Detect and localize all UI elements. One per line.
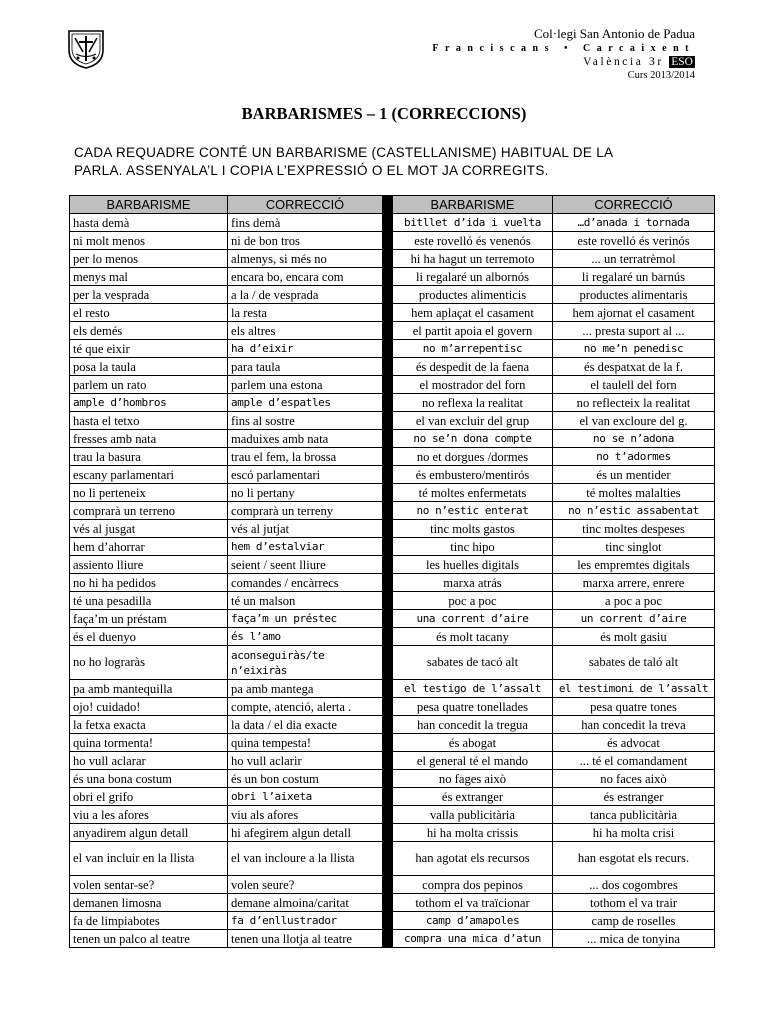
cell-correccio-left: escó parlamentari [228,466,383,484]
cell-correccio-right: és estranger [553,788,715,806]
table-row [70,556,715,574]
cell-correccio-left: obri l’aixeta [228,788,383,806]
table-row [70,788,715,806]
cell-barbarisme-right: este rovelló és venenós [393,232,553,250]
cell-barbarisme-right: han agotat els recursos [393,842,553,876]
column-divider [383,358,393,376]
column-divider [383,412,393,430]
cell-correccio-left: almenys, si més no [228,250,383,268]
cell-barbarisme-right: hi ha molta crissis [393,824,553,842]
cell-barbarisme-right: no se’n dona compte [393,430,553,448]
cell-barbarisme-left: ample d’hombros [70,394,228,412]
cell-correccio-right: el van excloure del g. [553,412,715,430]
column-divider [383,806,393,824]
cell-barbarisme-left: posa la taula [70,358,228,376]
cell-barbarisme-left: pa amb mantequilla [70,680,228,698]
cell-barbarisme-left: anyadirem algun detall [70,824,228,842]
cell-correccio-right: tanca publicitària [553,806,715,824]
cell-barbarisme-left: ho vull aclarar [70,752,228,770]
cell-barbarisme-right: li regalaré un albornós [393,268,553,286]
table-row [70,680,715,698]
table-row [70,214,715,232]
cell-barbarisme-left: parlem un rato [70,376,228,394]
cell-barbarisme-left: faça’m un préstam [70,610,228,628]
cell-barbarisme-left: viu a les afores [70,806,228,824]
column-divider [383,304,393,322]
cell-barbarisme-left: hasta el tetxo [70,412,228,430]
cell-barbarisme-left: té una pesadilla [70,592,228,610]
table-row [70,250,715,268]
cell-barbarisme-right: és extranger [393,788,553,806]
table-row [70,520,715,538]
table-row [70,824,715,842]
table-row [70,770,715,788]
cell-correccio-right: han concedit la treva [553,716,715,734]
cell-barbarisme-right: hem aplaçat el casament [393,304,553,322]
table-row [70,752,715,770]
cell-barbarisme-right: el testigo de l’assalt [393,680,553,698]
cell-barbarisme-left: menys mal [70,268,228,286]
column-divider [383,842,393,876]
cell-correccio-right: és despatxat de la f. [553,358,715,376]
cell-correccio-right: tothom el va trair [553,894,715,912]
cell-barbarisme-right: el mostrador del forn [393,376,553,394]
cell-correccio-left: demane almoina/caritat [228,894,383,912]
cell-correccio-right: …d’anada i tornada [553,214,715,232]
cell-correccio-right: hi ha molta crisi [553,824,715,842]
cell-barbarisme-right: no m’arrepentisc [393,340,553,358]
cell-barbarisme-left: els demés [70,322,228,340]
cell-correccio-right: no faces això [553,770,715,788]
cell-barbarisme-left: hasta demà [70,214,228,232]
column-divider [383,876,393,894]
column-divider [383,680,393,698]
cell-barbarisme-left: trau la basura [70,448,228,466]
column-divider [383,698,393,716]
cell-correccio-right: han esgotat els recurs. [553,842,715,876]
table-row [70,448,715,466]
cell-correccio-right: ... té el comandament [553,752,715,770]
cell-correccio-right: camp de roselles [553,912,715,930]
cell-barbarisme-right: marxa atrás [393,574,553,592]
cell-correccio-left: vés al jutjat [228,520,383,538]
cell-correccio-left: ni de bon tros [228,232,383,250]
column-divider [383,574,393,592]
cell-correccio-right: no se n’adona [553,430,715,448]
column-divider [383,466,393,484]
table-row [70,716,715,734]
header-barbarisme-left: BARBARISME [70,196,228,214]
cell-barbarisme-left: escany parlamentari [70,466,228,484]
table-row [70,268,715,286]
cell-correccio-left: és un bon costum [228,770,383,788]
cell-barbarisme-left: volen sentar-se? [70,876,228,894]
table-row [70,876,715,894]
cell-correccio-right: marxa arrere, enrere [553,574,715,592]
cell-barbarisme-left: és una bona costum [70,770,228,788]
column-divider [383,394,393,412]
page-title: BARBARISMES – 1 (CORRECCIONS) [241,104,527,123]
column-divider [383,734,393,752]
cell-correccio-right: un corrent d’aire [553,610,715,628]
cell-correccio-right: no me’n penedisc [553,340,715,358]
cell-barbarisme-right: no et dorgues /dormes [393,448,553,466]
cell-correccio-right: productes alimentaris [553,286,715,304]
table-row [70,806,715,824]
cell-correccio-left: para taula [228,358,383,376]
column-divider [383,340,393,358]
table-body [70,214,715,948]
cell-barbarisme-right: tinc hipo [393,538,553,556]
cell-correccio-left: seient / seent lliure [228,556,383,574]
table-row [70,610,715,628]
cell-correccio-left: fa d’enllustrador [228,912,383,930]
cell-correccio-right: tinc moltes despeses [553,520,715,538]
table-row [70,466,715,484]
column-divider [383,250,393,268]
column-divider [383,610,393,628]
cell-correccio-left: comandes / encàrrecs [228,574,383,592]
table-row [70,502,715,520]
table-row [70,358,715,376]
cell-correccio-left: és l’amo [228,628,383,646]
instructions [74,144,714,179]
cell-barbarisme-right: pesa quatre tonellades [393,698,553,716]
cell-correccio-left: ho vull aclarir [228,752,383,770]
cell-barbarisme-right: és embustero/mentirós [393,466,553,484]
table-row [70,628,715,646]
cell-barbarisme-left: ojo! cuidado! [70,698,228,716]
cell-barbarisme-left: per la vesprada [70,286,228,304]
cell-correccio-left: trau el fem, la brossa [228,448,383,466]
cell-correccio-right: és advocat [553,734,715,752]
column-divider [383,628,393,646]
cell-correccio-right: les empremtes digitals [553,556,715,574]
cell-barbarisme-left: comprarà un terreno [70,502,228,520]
cell-correccio-left: el van incloure a la llista [228,842,383,876]
column-divider [383,214,393,232]
cell-barbarisme-right: han concedit la tregua [393,716,553,734]
cell-correccio-right: este rovelló és verinós [553,232,715,250]
header-correccio-left: CORRECCIÓ [228,196,383,214]
cell-correccio-right: sabates de taló alt [553,646,715,680]
header-barbarisme-right: BARBARISME [393,196,553,214]
cell-correccio-right: ... presta suport al ... [553,322,715,340]
cell-barbarisme-right: el partit apoia el govern [393,322,553,340]
cell-barbarisme-right: el van excluir del grup [393,412,553,430]
cell-barbarisme-left: vés al jusgat [70,520,228,538]
table-row [70,912,715,930]
table-header-row [70,196,715,214]
table-row [70,538,715,556]
column-divider [383,520,393,538]
table-row [70,734,715,752]
cell-barbarisme-right: és despedit de la faena [393,358,553,376]
cell-correccio-left: no li pertany [228,484,383,502]
column-divider [383,484,393,502]
cell-correccio-left: viu als afores [228,806,383,824]
table-row [70,592,715,610]
table-row [70,322,715,340]
cell-barbarisme-left: fa de limpiabotes [70,912,228,930]
level-badge: ESO [671,56,693,68]
cell-barbarisme-left: obri el grifo [70,788,228,806]
column-divider [383,538,393,556]
column-divider [383,752,393,770]
cell-barbarisme-right: no reflexa la realitat [393,394,553,412]
school-city [432,55,695,69]
cell-correccio-left: faça’m un préstec [228,610,383,628]
cell-barbarisme-right: compra una mica d’atun [393,930,553,948]
table-row [70,484,715,502]
table-row [70,376,715,394]
column-divider [383,824,393,842]
cell-correccio-right: ... mica de tonyina [553,930,715,948]
column-divider [383,556,393,574]
cell-correccio-right: pesa quatre tones [553,698,715,716]
cell-barbarisme-right: productes alimenticis [393,286,553,304]
cell-correccio-left: a la / de vesprada [228,286,383,304]
cell-correccio-right: tinc singlot [553,538,715,556]
table-row [70,930,715,948]
cell-barbarisme-right: té moltes enfermetats [393,484,553,502]
column-divider [383,894,393,912]
column-divider [383,430,393,448]
cell-barbarisme-right: no n’estic enterat [393,502,553,520]
cell-correccio-left: quina tempesta! [228,734,383,752]
cell-correccio-right: el taulell del forn [553,376,715,394]
cell-correccio-left: ample d’espatles [228,394,383,412]
cell-barbarisme-left: el van incluir en la llista [70,842,228,876]
cell-barbarisme-left: la fetxa exacta [70,716,228,734]
cell-barbarisme-right: el general té el mando [393,752,553,770]
cell-correccio-left: fins al sostre [228,412,383,430]
cell-barbarisme-right: una corrent d’aire [393,610,553,628]
cell-correccio-left: tenen una llotja al teatre [228,930,383,948]
cell-barbarisme-left: demanen limosna [70,894,228,912]
cell-correccio-left: fins demà [228,214,383,232]
table-row [70,394,715,412]
cell-correccio-left: els altres [228,322,383,340]
cell-barbarisme-right: sabates de tacó alt [393,646,553,680]
column-divider [383,646,393,680]
instructions-line-2: PARLA. ASSENYALA’L I COPIA L’EXPRESSIÓ O EL MOT JA CORREGITS. [74,162,549,178]
cell-correccio-left: volen seure? [228,876,383,894]
cell-correccio-left: hem d’estalviar [228,538,383,556]
cell-barbarisme-left: no hi ha pedidos [70,574,228,592]
cell-barbarisme-right: hi ha hagut un terremoto [393,250,553,268]
column-divider [383,912,393,930]
table-row [70,340,715,358]
column-divider [383,268,393,286]
cell-barbarisme-right: és abogat [393,734,553,752]
cell-correccio-left: pa amb mantega [228,680,383,698]
cell-correccio-left: compte, atenció, alerta . [228,698,383,716]
cell-barbarisme-left: no ho lograràs [70,646,228,680]
cell-barbarisme-right: tothom el va traïcionar [393,894,553,912]
table-row [70,304,715,322]
cell-correccio-left: té un malson [228,592,383,610]
barbarisms-table [69,195,715,948]
header-correccio-right: CORRECCIÓ [553,196,715,214]
cell-barbarisme-right: bitllet d’ida i vuelta [393,214,553,232]
table-row [70,574,715,592]
cell-barbarisme-left: el resto [70,304,228,322]
cell-barbarisme-right: és molt tacany [393,628,553,646]
cell-correccio-right: no reflecteix la realitat [553,394,715,412]
cell-correccio-left: parlem una estona [228,376,383,394]
cell-barbarisme-left: assiento lliure [70,556,228,574]
cell-barbarisme-left: quina tormenta! [70,734,228,752]
cell-barbarisme-right: poc a poc [393,592,553,610]
cell-correccio-left: la resta [228,304,383,322]
school-header [432,26,695,82]
cell-barbarisme-left: no li perteneix [70,484,228,502]
cell-correccio-right: a poc a poc [553,592,715,610]
cell-correccio-right: li regalaré un barnús [553,268,715,286]
table-row [70,232,715,250]
cell-correccio-left: aconseguiràs/te n’eixiràs [228,646,383,680]
column-divider [383,232,393,250]
cell-correccio-right: ... un terratrèmol [553,250,715,268]
cell-correccio-left: hi afegirem algun detall [228,824,383,842]
school-logo [66,28,106,70]
column-divider [383,196,393,214]
column-divider [383,716,393,734]
school-order: Franciscans • Carcaixent [432,43,695,54]
column-divider [383,286,393,304]
cell-correccio-right: no t’adormes [553,448,715,466]
cell-correccio-right: ... dos cogombres [553,876,715,894]
cell-barbarisme-right: les huelles digitals [393,556,553,574]
cell-correccio-right: és un mentider [553,466,715,484]
column-divider [383,448,393,466]
table-row [70,430,715,448]
column-divider [383,770,393,788]
cell-correccio-left: maduixes amb nata [228,430,383,448]
column-divider [383,930,393,948]
cell-barbarisme-right: no fages això [393,770,553,788]
table-row [70,894,715,912]
cell-barbarisme-right: compra dos pepinos [393,876,553,894]
cell-barbarisme-left: fresses amb nata [70,430,228,448]
column-divider [383,502,393,520]
column-divider [383,376,393,394]
cell-correccio-right: és molt gasiu [553,628,715,646]
cell-correccio-right: hem ajornat el casament [553,304,715,322]
cell-correccio-right: el testimoni de l’assalt [553,680,715,698]
table-row [70,698,715,716]
cell-barbarisme-right: camp d’amapoles [393,912,553,930]
school-name: Col·legi San Antonio de Padua [533,26,695,41]
table-row [70,412,715,430]
table-row [70,646,715,680]
instructions-line-1: CADA REQUADRE CONTÉ UN BARBARISME (CASTELLANISME) HABITUAL DE LA [74,145,614,160]
city-label: València 3r [583,56,664,68]
cell-barbarisme-left: per lo menos [70,250,228,268]
cell-barbarisme-left: té que eixir [70,340,228,358]
cell-barbarisme-left: ni molt menos [70,232,228,250]
cell-barbarisme-left: tenen un palco al teatre [70,930,228,948]
column-divider [383,592,393,610]
cell-correccio-left: ha d’eixir [228,340,383,358]
cell-correccio-right: no n’estic assabentat [553,502,715,520]
cell-correccio-left: encara bo, encara com [228,268,383,286]
cell-barbarisme-left: és el duenyo [70,628,228,646]
column-divider [383,788,393,806]
cell-correccio-right: té moltes malalties [553,484,715,502]
cell-barbarisme-left: hem d’ahorrar [70,538,228,556]
table-row [70,286,715,304]
school-course: Curs 2013/2014 [627,70,695,81]
cell-correccio-left: la data / el dia exacte [228,716,383,734]
table-row [70,842,715,876]
cell-barbarisme-right: valla publicitària [393,806,553,824]
column-divider [383,322,393,340]
cell-correccio-left: comprarà un terreny [228,502,383,520]
cell-barbarisme-right: tinc molts gastos [393,520,553,538]
